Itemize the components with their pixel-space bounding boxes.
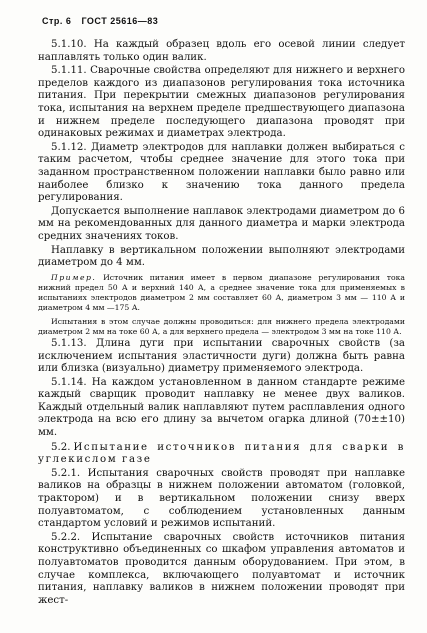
paragraph-5-2-1: 5.2.1. Испытания сварочных свойств проводят при наплавке валиков на образцы в нижнем положении автоматом (головкой, трактором) и в вертикальном положении снизу вверх полуавтоматом, с соблюдением установленных данным стандартом условий и режимов испытаний.	[38, 467, 405, 530]
example-label: Пример.	[51, 272, 97, 282]
page-number: Стр. 6	[42, 16, 72, 26]
page-header	[42, 16, 405, 26]
standard-number: ГОСТ 25616—83	[81, 16, 159, 26]
paragraph-5-2-2: 5.2.2. Испытание сварочных свойств источников питания конструктивно объединенных со шкафом управления автоматов и полуавтоматов проводится данным оборудованием. При этом, в случае комплекса, включающего полуавтомат и источник питания, наплавку валиков в нижнем положении проводят при жест-	[38, 531, 405, 606]
paragraph-5-1-11: 5.1.11. Сварочные свойства определяют для нижнего и верхнего пределов каждого из диапазонов регулирования тока источника питания. При перекрытии смежных диапазонов регулирования тока, испытания на верхнем пределе предшествующего диапазона и нижнем пределе последующего диапазона проводят при одинаковых режимах и диаметрах электрода.	[38, 65, 405, 140]
paragraph-permission: Допускается выполнение наплавок электродами диаметром до 6 мм на рекомендованных для данного диаметра и марки электрода средних значениях токов.	[38, 205, 405, 242]
section-number: 5.2.	[51, 441, 71, 453]
paragraph-vertical: Наплавку в вертикальном положении выполняют электродами диаметром до 4 мм.	[38, 244, 405, 269]
paragraph-5-1-12: 5.1.12. Диаметр электродов для наплавки должен выбираться с таким расчетом, чтобы среднее значение для этого тока при заданном пространственном положении наплавки было равно или наиболее близко к значению тока данного предела регулирования.	[38, 141, 405, 204]
paragraph-5-1-10: 5.1.10. На каждый образец вдоль его осевой линии следует наплавлять только один валик.	[38, 39, 405, 63]
section-title: Испытание источников питания для сварки в углекислом газе	[38, 441, 405, 466]
paragraph-5-1-13: 5.1.13. Длина дуги при испытании сварочных свойств (за исключением испытания эластичности дуги) должна быть равна или близка (визуально) диаметру применяемого электрода.	[38, 337, 405, 375]
example-text: Источник питания имеет в первом диапазоне регулирования тока нижний предел 50 А и верхний 140 А, а среднее значение тока для применяемых в испытаниях электродов диаметром 2 мм составляет 60 А, диаметром 3 мм — 110 А и диаметром 4 мм —175 А.	[38, 272, 405, 313]
test-note: Испытания в этом случае должны проводиться: для нижнего предела электродами диаметром 2 мм на токе 60 А, а для верхнего предела — электродом 3 мм на токе 110 А.	[38, 316, 405, 336]
paragraph-5-1-14: 5.1.14. На каждом установленном в данном стандарте режиме каждый сварщик проводит наплавку не менее двух валиков. Каждый отдельный валик наплавляют путем расплавления одного электрода на всю его длину за вычетом огарка длиной (70±±10) мм.	[38, 376, 405, 439]
section-heading-5-2	[38, 442, 405, 467]
example-block	[38, 273, 405, 314]
